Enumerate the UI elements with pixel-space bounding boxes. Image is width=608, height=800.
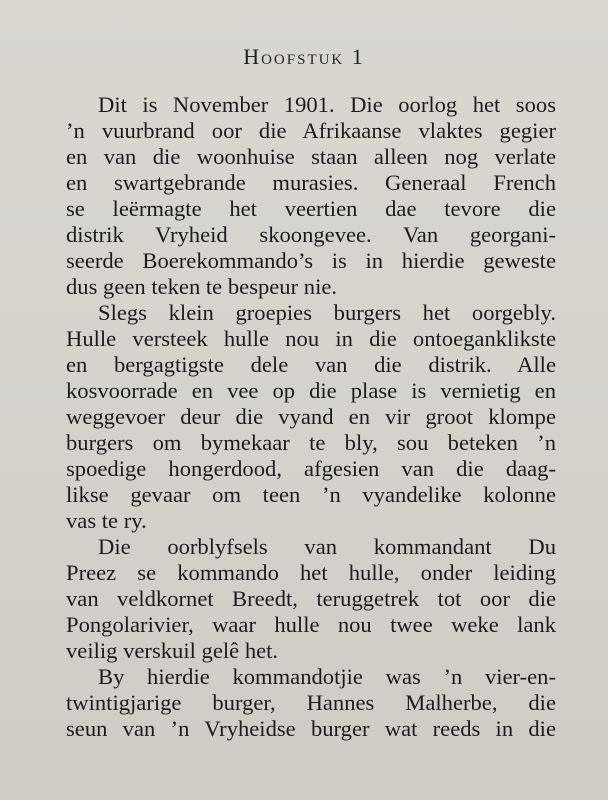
text-line: distrik Vryheid skoongevee. Van georgani-: [66, 222, 556, 247]
text-line: Die oorblyfsels van kommandant Du: [98, 534, 556, 559]
text-line: van veldkornet Breedt, teruggetrek tot oor die: [66, 586, 556, 611]
text-line: ’n vuurbrand oor die Afrikaanse vlaktes gegier: [66, 118, 556, 143]
text-line: Slegs klein groepies burgers het oorgebly.: [98, 300, 556, 325]
text-line: likse gevaar om teen ’n vyandelike kolonne: [66, 482, 556, 507]
text-line: se leërmagte het veertien dae tevore die: [66, 196, 556, 221]
text-line: By hierdie kommandotjie was ’n vier-en-: [98, 664, 556, 689]
text-line: veilig verskuil gelê het.: [66, 638, 279, 663]
text-line: Dit is November 1901. Die oorlog het soos: [98, 92, 556, 117]
text-line: en van die woonhuise staan alleen nog verlate: [66, 144, 556, 169]
chapter-heading: Hoofstuk 1: [243, 44, 365, 69]
text-line: seun van ’n Vryheidse burger wat reeds in die: [66, 716, 556, 741]
text-line: Hulle versteek hulle nou in die ontoeganklikste: [66, 326, 556, 351]
text-line: seerde Boerekommando’s is in hierdie geweste: [66, 248, 556, 273]
text-line: Preez se kommando het hulle, onder leiding: [66, 560, 556, 585]
text-line: kosvoorrade en vee op die plase is vernietig en: [66, 378, 556, 403]
text-line: en swartgebrande murasies. Generaal French: [66, 170, 556, 195]
text-line: weggevoer deur die vyand en vir groot klompe: [66, 404, 556, 429]
text-line: spoedige hongerdood, afgesien van die daag-: [66, 456, 556, 481]
body-text: [66, 92, 556, 742]
text-line: twintigjarige burger, Hannes Malherbe, die: [66, 690, 556, 715]
text-line: Pongolarivier, waar hulle nou twee weke lank: [66, 612, 556, 637]
text-line: burgers om bymekaar te bly, sou beteken ’n: [66, 430, 556, 455]
text-line: en bergagtigste dele van die distrik. Alle: [66, 352, 556, 377]
text-line: vas te ry.: [66, 508, 147, 533]
text-line: dus geen teken te bespeur nie.: [66, 274, 338, 299]
